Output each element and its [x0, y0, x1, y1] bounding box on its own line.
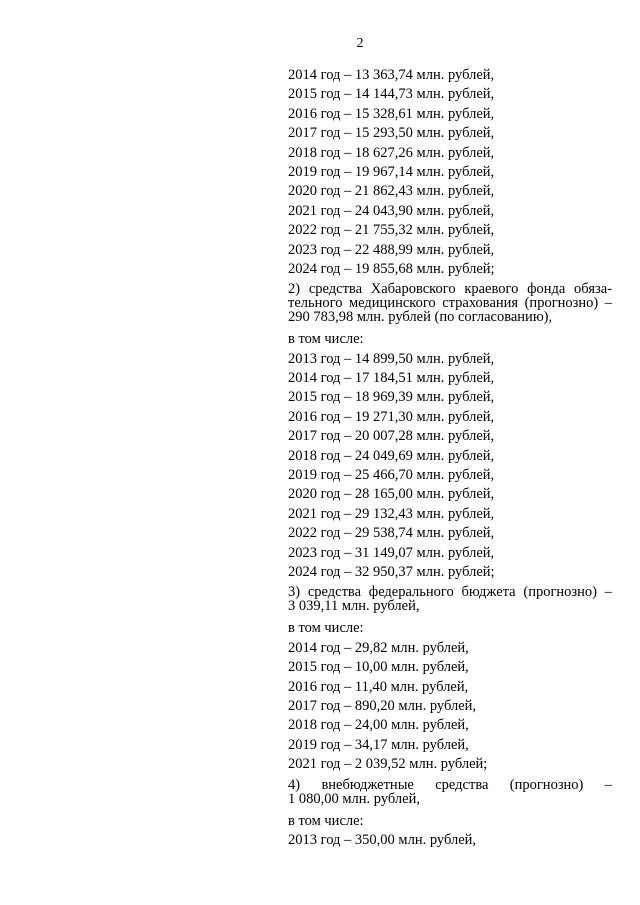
- year-line: 2018 год – 24,00 млн. рублей,: [288, 717, 469, 734]
- funding-block-oms-fund: [288, 350, 612, 583]
- year-line: 2015 год – 14 144,73 млн. рублей,: [288, 86, 495, 103]
- paragraph-oms-fund: [288, 282, 612, 324]
- year-line: 2020 год – 21 862,43 млн. рублей,: [288, 183, 495, 200]
- year-line: 2016 год – 15 328,61 млн. рублей,: [288, 105, 495, 122]
- year-line: 2018 год – 18 627,26 млн. рублей,: [288, 144, 495, 161]
- year-line: 2017 год – 890,20 млн. рублей,: [288, 697, 477, 714]
- page-number: 2: [356, 36, 364, 51]
- year-line: 2019 год – 19 967,14 млн. рублей,: [288, 163, 495, 180]
- year-line: 2016 год – 19 271,30 млн. рублей,: [288, 408, 495, 425]
- year-line: 2024 год – 19 855,68 млн. рублей;: [288, 260, 495, 277]
- funding-block-federal-budget: [288, 639, 612, 775]
- year-line: 2024 год – 32 950,37 млн. рублей;: [288, 563, 495, 580]
- paragraph-federal-budget: [288, 585, 612, 613]
- paragraph-line: 3) средства федерального бюджета (прогнозно) –: [288, 584, 612, 601]
- year-line: 2020 год – 28 165,00 млн. рублей,: [288, 486, 495, 503]
- year-line: 2013 год – 350,00 млн. рублей,: [288, 831, 477, 848]
- paragraph-line: 3 039,11 млн. рублей,: [288, 598, 420, 615]
- paragraph-line: 2) средства Хабаровского краевого фонда обяза-: [288, 281, 612, 298]
- including-label: в том числе:: [288, 331, 364, 348]
- year-line: 2021 год – 29 132,43 млн. рублей,: [288, 505, 495, 522]
- year-line: 2014 год – 13 363,74 млн. рублей,: [288, 67, 495, 83]
- paragraph-line: 1 080,00 млн. рублей,: [288, 790, 420, 807]
- year-line: 2013 год – 14 899,50 млн. рублей,: [288, 350, 495, 367]
- year-line: 2022 год – 21 755,32 млн. рублей,: [288, 222, 495, 239]
- year-line: 2018 год – 24 049,69 млн. рублей,: [288, 447, 495, 464]
- year-line: 2023 год – 31 149,07 млн. рублей,: [288, 544, 495, 561]
- including-label: в том числе:: [288, 812, 364, 829]
- year-line: 2021 год – 24 043,90 млн. рублей,: [288, 202, 495, 219]
- paragraph-extrabudgetary: [288, 778, 612, 806]
- year-line: 2017 год – 15 293,50 млн. рублей,: [288, 125, 495, 142]
- year-line: 2017 год – 20 007,28 млн. рублей,: [288, 428, 495, 445]
- year-line: 2015 год – 18 969,39 млн. рублей,: [288, 389, 495, 406]
- year-line: 2021 год – 2 039,52 млн. рублей;: [288, 756, 488, 773]
- year-line: 2015 год – 10,00 млн. рублей,: [288, 659, 469, 676]
- paragraph-line: тельного медицинского страхования (прогнозно) –: [288, 295, 612, 312]
- funding-block-regional-budget: [288, 66, 612, 279]
- year-line: 2014 год – 17 184,51 млн. рублей,: [288, 370, 495, 387]
- year-line: 2014 год – 29,82 млн. рублей,: [288, 639, 469, 656]
- year-line: 2016 год – 11,40 млн. рублей,: [288, 678, 469, 695]
- including-label: в том числе:: [288, 620, 364, 637]
- funding-block-extrabudgetary: [288, 831, 612, 850]
- paragraph-line: 4) внебюджетные средства (прогнозно) –: [288, 776, 612, 793]
- paragraph-line: 290 783,98 млн. рублей (по согласованию),: [288, 309, 553, 326]
- year-line: 2023 год – 22 488,99 млн. рублей,: [288, 241, 495, 258]
- document-body: [288, 66, 612, 850]
- year-line: 2022 год – 29 538,74 млн. рублей,: [288, 525, 495, 542]
- year-line: 2019 год – 34,17 млн. рублей,: [288, 736, 469, 753]
- year-line: 2019 год – 25 466,70 млн. рублей,: [288, 467, 495, 484]
